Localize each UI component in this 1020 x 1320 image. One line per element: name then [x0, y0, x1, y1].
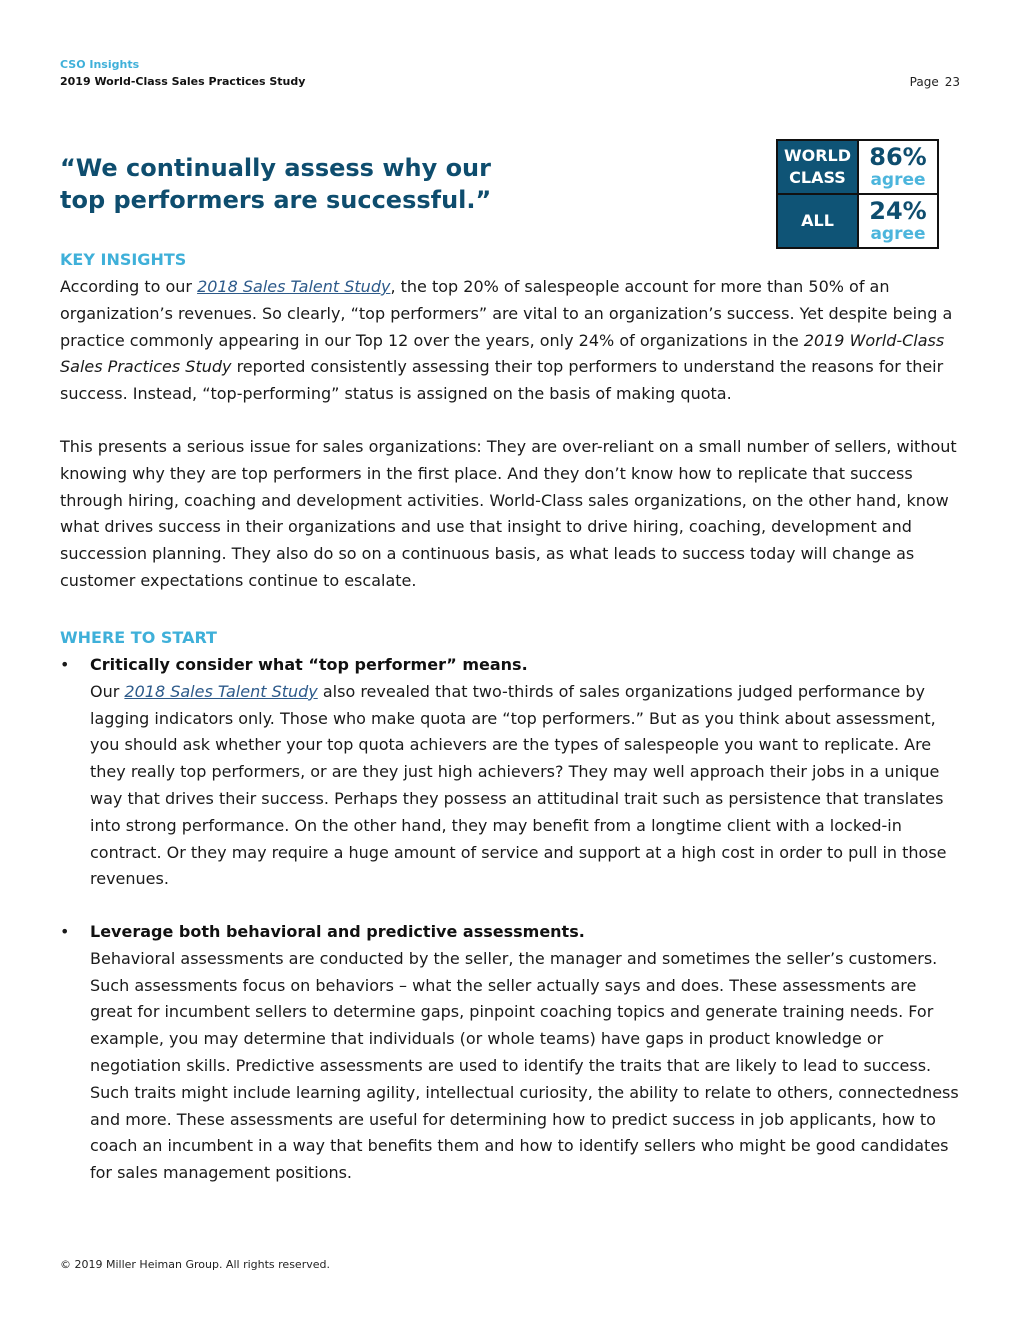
page-label: Page [909, 75, 939, 89]
kip1-italic: 2019 World-Class Sales Practices Study [60, 330, 945, 377]
all-agree: agree [870, 224, 926, 244]
header-brand: CSO Insights [60, 58, 140, 71]
sales-talent-study-link-2[interactable]: 2018 Sales Talent Study [124, 681, 318, 701]
bullet-icon: • [60, 922, 70, 941]
kip1-text-c: reported consistently assessing their top performers to understand the reasons for their success. Instead, “top-performing” status is assigned on the basis of making quota. [60, 357, 944, 404]
b1-text-a: Our [90, 681, 125, 701]
key-insights-paragraph-2 [60, 434, 960, 595]
header-study-title: 2019 World-Class Sales Practices Study [60, 75, 306, 88]
all-label: ALL [778, 195, 857, 247]
bullet-2-text: Behavioral assessments are conducted by the seller, the manager and sometimes the seller’s customers. Such assessments focus on behaviors – what the seller actually says and does. These assessments are great for incumbent sellers to determine gaps, pinpoint coaching topics and generate training needs. For example, you may determine that individuals (or whole teams) have gaps in product knowledge or negotiation skills. Predictive assessments are used to identify the traits that are likely to lead to success. Such traits might include learning agility, intellectual curiosity, the ability to relate to others, connectedness and more. These assessments are useful for determining how to predict success in job applicants, how to coach an incumbent in a way that benefits them and how to identify sellers who might be good candidates for sales management positions. [90, 948, 959, 1183]
world-class-agree: agree [870, 170, 926, 190]
b1-text-b: also revealed that two-thirds of sales organizations judged performance by lagging indicators only. Those who make quota are “top performers.” But as you think about assessment, you should ask whether your top quota achievers are the types of salespeople you want to replicate. Are they really top performers, or are they just high achievers? They may well approach their jobs in a unique way that drives their success. Perhaps they possess an attitudinal trait such as persistence that translates into strong performance. On the other hand, they may benefit from a longtime client with a locked-in contract. Or they may require a huge amount of service and support at a high cost in order to pull in those revenues. [90, 681, 947, 889]
page-number-value: 23 [944, 75, 960, 89]
world-class-value: 86% [869, 143, 927, 171]
kip1-text-a: According to our [60, 277, 198, 296]
bullet-2-title: Leverage both behavioral and predictive assessments. [90, 922, 585, 941]
page-number [910, 75, 960, 89]
pull-quote: “We continually assess why our top performers are successful.” [60, 154, 492, 214]
kip1-text-b: , the top 20% of salespeople account for more than 50% of an organization’s revenues. So clearly, “top performers” are vital to an organization’s success. Yet despite being a practice commonly appearing in our Top 12 over the years, only 24% of organizations in the [60, 277, 953, 350]
bullet-1-text [90, 679, 960, 893]
sales-talent-study-link[interactable]: 2018 Sales Talent Study [197, 277, 391, 296]
where-to-start-heading: WHERE TO START [60, 628, 217, 647]
list-item [60, 652, 960, 893]
bullet-1-title: Critically consider what “top performer” means. [90, 655, 528, 674]
kip2-text: This presents a serious issue for sales organizations: They are over-reliant on a small number of sellers, without knowing why they are top performers in the first place. And they don’t know how to replicate that success through hiring, coaching and development activities. World-Class sales organizations, on the other hand, know what drives success in their organizations and use that insight to drive hiring, coaching, development and succession planning. They also do so on a continuous basis, as what leads to success today will change as customer expectations continue to escalate. [60, 437, 957, 590]
key-insights-heading: KEY INSIGHTS [60, 250, 187, 269]
stats-table [776, 139, 939, 249]
world-class-stat [859, 141, 937, 193]
bullet-icon: • [60, 655, 70, 674]
key-insights-paragraph-1 [60, 274, 960, 408]
all-stat [859, 195, 937, 247]
footer-copyright: © 2019 Miller Heiman Group. All rights reserved. [60, 1258, 330, 1271]
world-class-label: WORLD CLASS [778, 141, 857, 193]
list-item [60, 919, 960, 1187]
all-value: 24% [869, 197, 927, 225]
